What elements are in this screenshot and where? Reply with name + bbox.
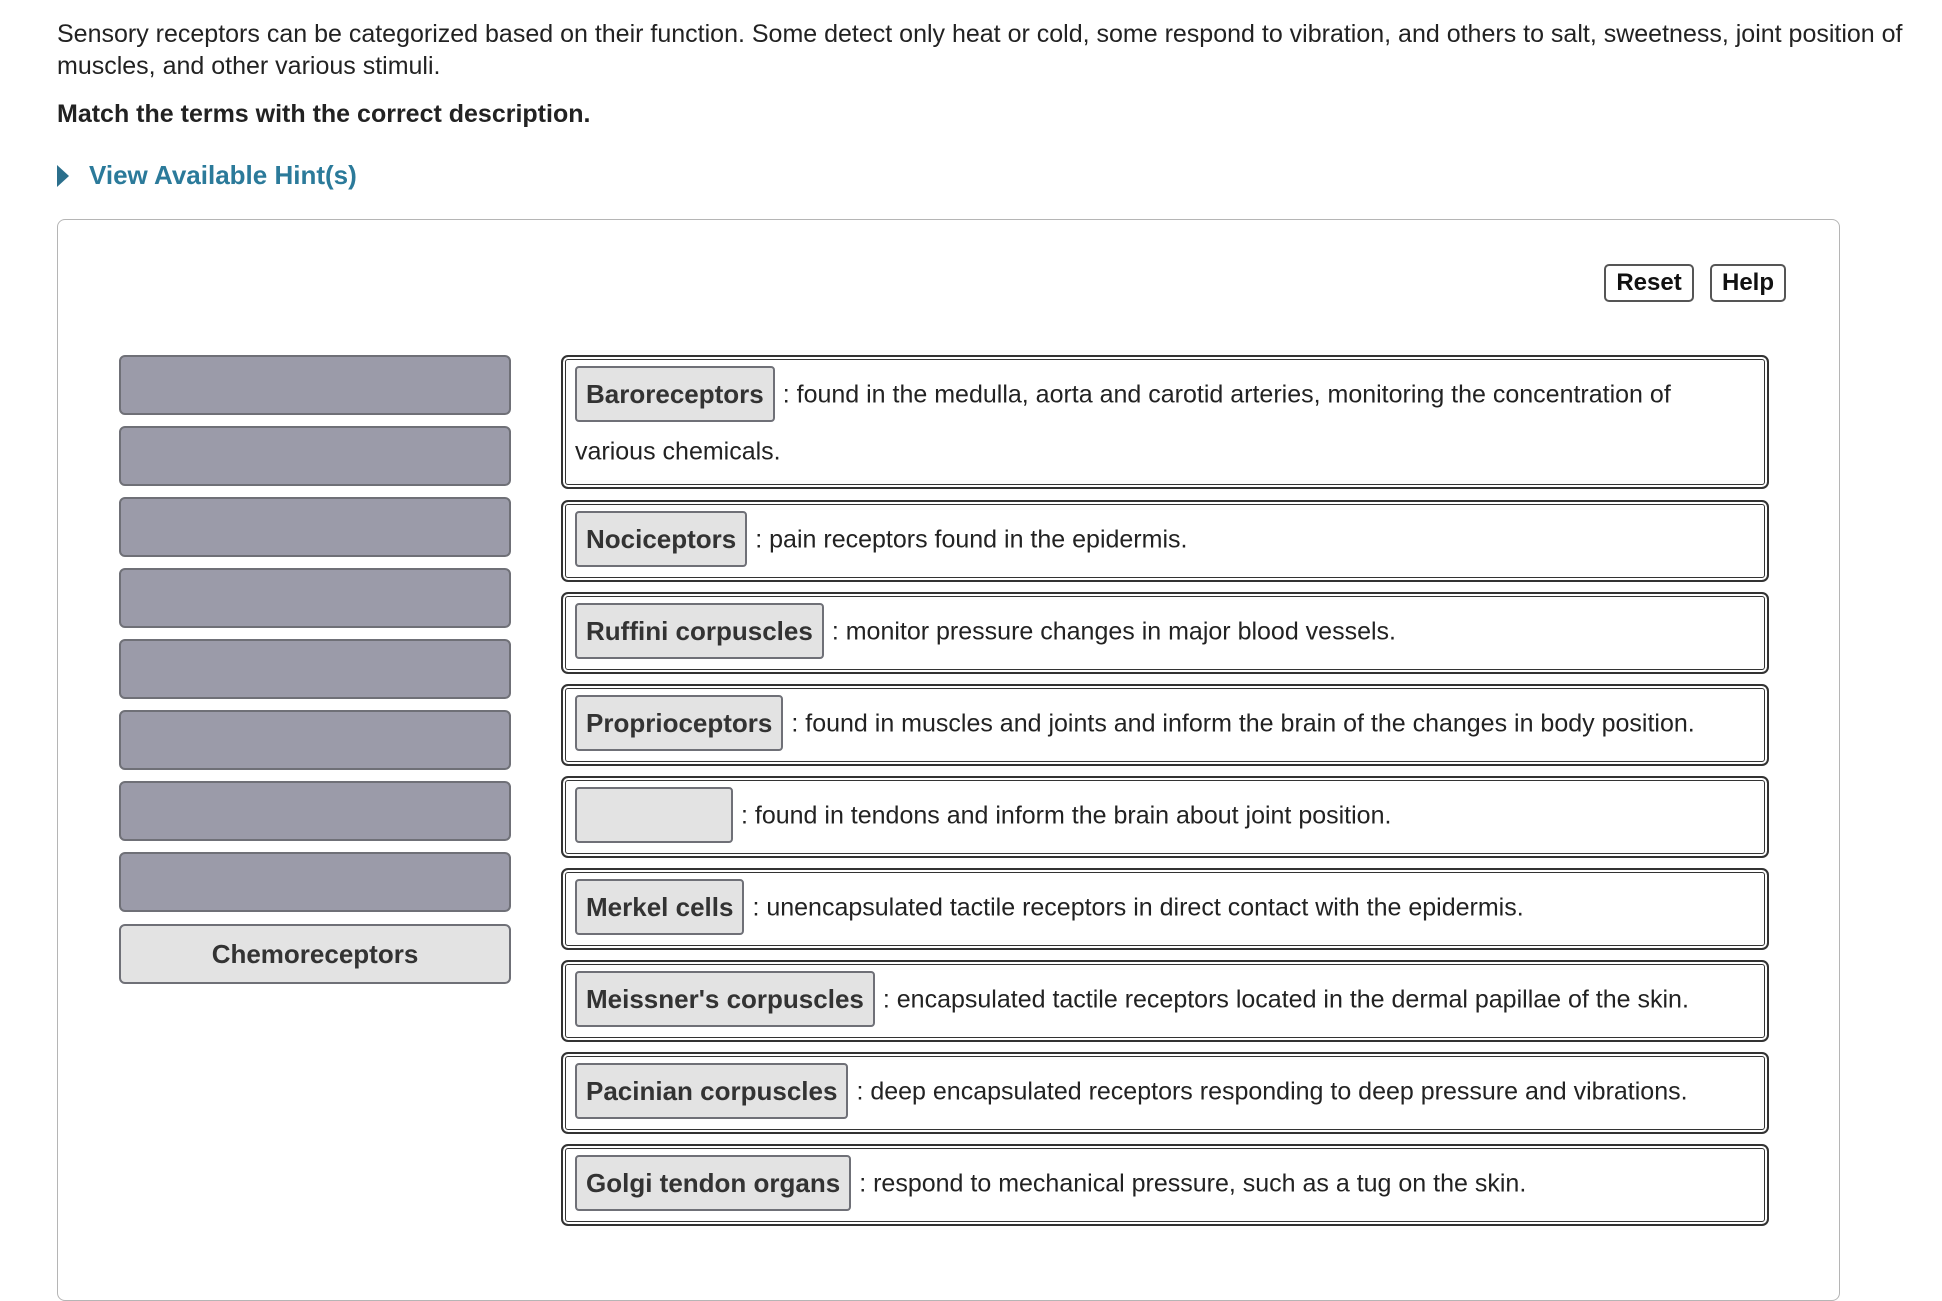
drop-target-filled[interactable]: Baroreceptors — [575, 366, 775, 422]
match-row — [561, 1144, 1769, 1226]
view-hints-toggle[interactable] — [57, 160, 357, 191]
match-row — [561, 684, 1769, 766]
drop-target-filled[interactable]: Nociceptors — [575, 511, 747, 567]
caret-right-icon — [57, 165, 69, 187]
row-description: : respond to mechanical pressure, such as a tug on the skin. — [859, 1169, 1527, 1198]
drop-target-filled[interactable]: Ruffini corpuscles — [575, 603, 824, 659]
row-description: : found in muscles and joints and inform the brain of the changes in body position. — [791, 709, 1695, 738]
term-bank-slot-empty — [119, 781, 511, 841]
drop-target-filled[interactable]: Pacinian corpuscles — [575, 1063, 848, 1119]
row-description: : deep encapsulated receptors responding to deep pressure and vibrations. — [856, 1077, 1688, 1106]
term-bank-slot-empty — [119, 852, 511, 912]
term-bank-slot-empty — [119, 426, 511, 486]
match-row — [561, 592, 1769, 674]
view-hints-label[interactable]: View Available Hint(s) — [89, 160, 357, 190]
term-chip-chemoreceptors[interactable]: Chemoreceptors — [119, 924, 511, 984]
row-description: : found in tendons and inform the brain about joint position. — [741, 801, 1392, 830]
term-bank-slot-empty — [119, 710, 511, 770]
term-bank-slot-empty — [119, 568, 511, 628]
drop-target-filled[interactable]: Proprioceptors — [575, 695, 783, 751]
drop-target-filled[interactable]: Merkel cells — [575, 879, 744, 935]
drop-target-filled[interactable]: Golgi tendon organs — [575, 1155, 851, 1211]
row-description: : unencapsulated tactile receptors in direct contact with the epidermis. — [752, 893, 1524, 922]
match-row — [561, 355, 1769, 489]
help-button[interactable]: Help — [1710, 264, 1786, 302]
row-description: : encapsulated tactile receptors located in the dermal papillae of the skin. — [882, 985, 1689, 1014]
drop-target-empty[interactable] — [575, 787, 733, 843]
term-bank-slot-empty — [119, 497, 511, 557]
term-bank-slot-empty — [119, 355, 511, 415]
match-row — [561, 776, 1769, 858]
question-intro: Sensory receptors can be categorized based on their function. Some detect only heat or cold, some respond to vibration, and others to salt, sweetness, joint position of muscles, and other various stimuli. — [57, 20, 1903, 80]
question-instruction: Match the terms with the correct description. — [57, 100, 591, 128]
row-description: : found in the medulla, aorta and carotid arteries, monitoring the concentration of various chemicals. — [575, 380, 1671, 466]
drop-target-filled[interactable]: Meissner's corpuscles — [575, 971, 875, 1027]
match-row — [561, 1052, 1769, 1134]
match-row — [561, 868, 1769, 950]
match-row — [561, 500, 1769, 582]
row-description: : monitor pressure changes in major blood vessels. — [831, 617, 1396, 646]
row-description: : pain receptors found in the epidermis. — [755, 525, 1188, 554]
reset-button[interactable]: Reset — [1604, 264, 1694, 302]
term-bank-slot-empty — [119, 639, 511, 699]
match-row — [561, 960, 1769, 1042]
